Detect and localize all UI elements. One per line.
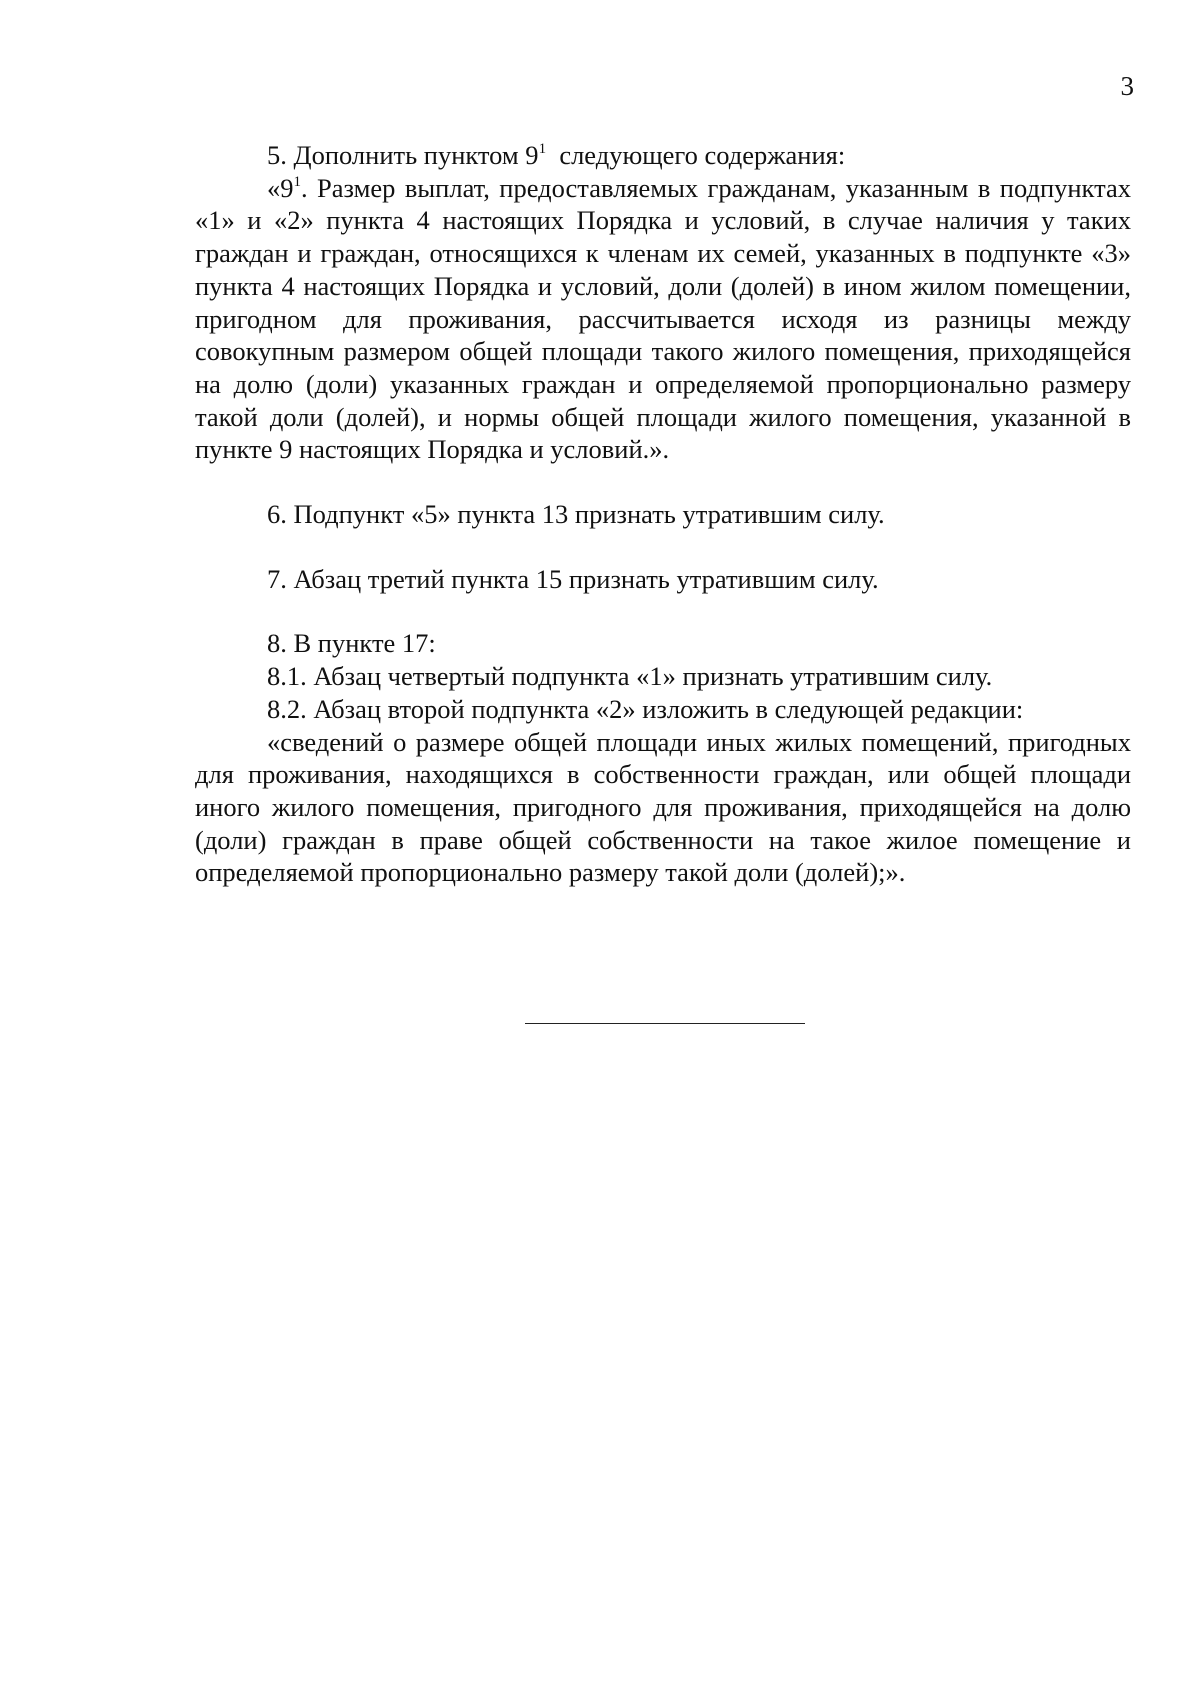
item-5-quote <box>195 172 1131 466</box>
item-5-quote-superscript: 1 <box>293 173 301 190</box>
item-5-heading-text: 5. Дополнить пунктом 9 <box>267 140 539 170</box>
item-5-heading-superscript: 1 <box>538 140 547 157</box>
item-8-2-quote: «сведений о размере общей площади иных жилых помещений, пригодных для проживания, находящихся в собственности граждан, или общей площади иного жилого помещения, пригодного для проживания, приходящейся на долю (доли) граждан в праве общей собственности на такое жилое помещение и определяемой пропорционально размеру такой доли (долей);». <box>195 726 1131 888</box>
item-8-2: 8.2. Абзац второй подпункта «2» изложить в следующей редакции: <box>267 693 1024 724</box>
page-number: 3 <box>1120 71 1134 101</box>
document-body <box>195 139 1131 889</box>
item-5-heading <box>195 139 1131 172</box>
item-5-quote-text: . Размер выплат, предоставляемых гражданам, указанным в подпунктах «1» и «2» пункта 4 настоящих Порядка и условий, в случае наличия у таких граждан и граждан, относящихся к членам их семей, указанных в подпункте «3» пункта 4 настоящих Порядка и условий, доли (долей) в ином жилом помещении, пригодном для проживания, рассчитывается исходя из разницы между совокупным размером общей площади такого жилого помещения, приходящейся на долю (доли) указанных граждан и определяемой пропорционально размеру такой доли (долей), и нормы общей площади жилого помещения, указанной в пункте 9 настоящих Порядка и условий.». <box>195 172 1131 465</box>
item-6: 6. Подпункт «5» пункта 13 признать утратившим силу. <box>267 499 885 530</box>
item-5-quote-open: «9 <box>267 172 294 203</box>
item-8-1: 8.1. Абзац четвертый подпункта «1» признать утратившим силу. <box>267 661 993 692</box>
item-5-heading-tail: следующего содержания: <box>546 140 846 170</box>
item-8-heading: 8. В пункте 17: <box>267 628 436 659</box>
closing-rule <box>525 1023 805 1024</box>
item-7: 7. Абзац третий пункта 15 признать утратившим силу. <box>267 563 879 594</box>
